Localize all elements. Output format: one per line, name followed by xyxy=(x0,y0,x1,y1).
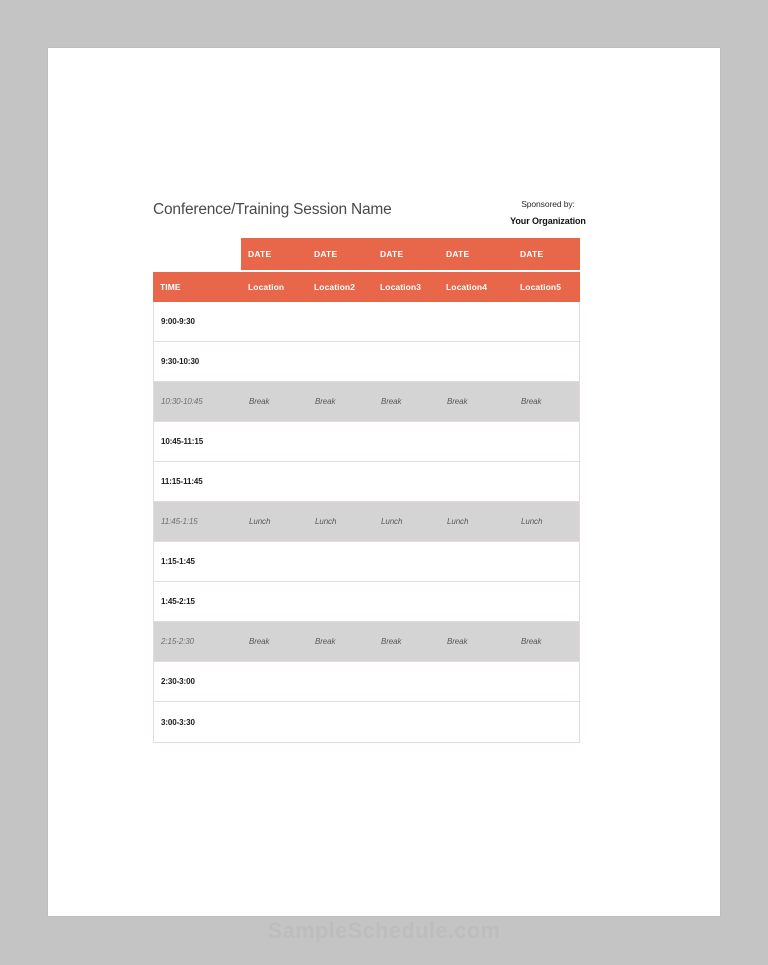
schedule-table xyxy=(153,238,580,743)
sponsor-name: Your Organization xyxy=(510,216,586,226)
sponsored-by-label: Sponsored by: xyxy=(521,199,575,209)
row-slot-cell[interactable]: Break xyxy=(521,397,542,406)
row-time-cell: 9:30-10:30 xyxy=(161,357,200,366)
row-slot-cell[interactable]: Break xyxy=(381,397,402,406)
date-header-2: DATE xyxy=(314,249,338,259)
row-time-cell: 1:45-2:15 xyxy=(161,597,195,606)
watermark: SampleSchedule.com xyxy=(267,918,501,943)
row-slot-cell[interactable]: Lunch xyxy=(249,517,271,526)
table-row[interactable] xyxy=(154,542,579,582)
row-time-cell: 2:30-3:00 xyxy=(161,677,195,686)
location-header-row xyxy=(153,272,580,302)
table-row[interactable] xyxy=(154,382,579,422)
location-header-5: Location5 xyxy=(520,282,562,292)
row-time-cell: 10:30-10:45 xyxy=(161,397,203,406)
table-row[interactable] xyxy=(154,622,579,662)
row-time-cell: 9:00-9:30 xyxy=(161,317,195,326)
row-slot-cell[interactable]: Lunch xyxy=(447,517,469,526)
row-slot-cell[interactable]: Break xyxy=(249,637,270,646)
row-time-cell: 1:15-1:45 xyxy=(161,557,195,566)
row-slot-cell[interactable]: Lunch xyxy=(381,517,403,526)
row-slot-cell[interactable]: Lunch xyxy=(315,517,337,526)
location-header-3: Location3 xyxy=(380,282,422,292)
document-page xyxy=(48,48,720,916)
row-slot-cell[interactable]: Break xyxy=(315,637,336,646)
table-row[interactable] xyxy=(154,582,579,622)
row-slot-cell[interactable]: Break xyxy=(381,637,402,646)
location-header-2: Location2 xyxy=(314,282,356,292)
location-header-1: Location xyxy=(248,282,285,292)
row-time-cell: 11:45-1:15 xyxy=(161,517,198,526)
table-row[interactable] xyxy=(154,702,579,742)
row-slot-cell[interactable]: Lunch xyxy=(521,517,543,526)
date-header-4: DATE xyxy=(446,249,470,259)
time-column-header: TIME xyxy=(160,282,181,292)
location-header-4: Location4 xyxy=(446,282,488,292)
table-row[interactable] xyxy=(154,302,579,342)
row-slot-cell[interactable]: Break xyxy=(315,397,336,406)
row-slot-cell[interactable]: Break xyxy=(447,397,468,406)
date-header-row xyxy=(241,238,580,270)
row-time-cell: 10:45-11:15 xyxy=(161,437,204,446)
row-slot-cell[interactable]: Break xyxy=(447,637,468,646)
table-row[interactable] xyxy=(154,662,579,702)
row-slot-cell[interactable]: Break xyxy=(249,397,270,406)
date-header-5: DATE xyxy=(520,249,544,259)
row-time-cell: 3:00-3:30 xyxy=(161,717,195,727)
row-slot-cell[interactable]: Break xyxy=(521,637,542,646)
row-time-cell: 2:15-2:30 xyxy=(161,637,194,646)
table-row[interactable] xyxy=(154,462,579,502)
table-row[interactable] xyxy=(154,502,579,542)
table-row[interactable] xyxy=(154,422,579,462)
date-header-3: DATE xyxy=(380,249,404,259)
schedule-body xyxy=(153,302,580,743)
row-time-cell: 11:15-11:45 xyxy=(161,477,203,486)
table-row[interactable] xyxy=(154,342,579,382)
date-header-1: DATE xyxy=(248,249,272,259)
sponsor-block xyxy=(453,198,643,228)
page-title: Conference/Training Session Name xyxy=(153,201,392,218)
